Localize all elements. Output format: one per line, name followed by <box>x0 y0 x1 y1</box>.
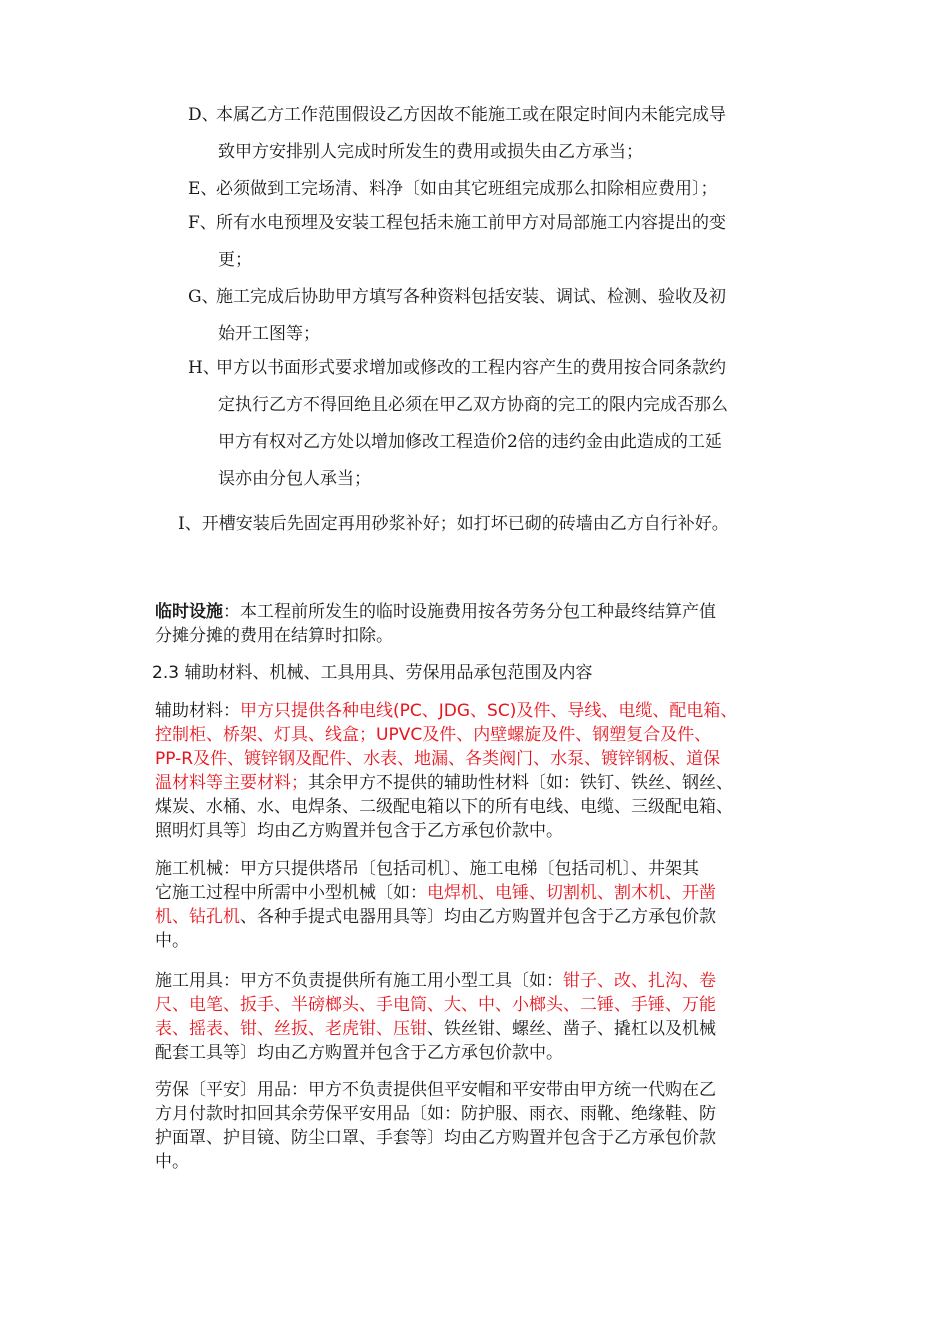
body-text: 、铁丝钳、螺丝、凿子、撬杠以及机械 <box>427 1019 716 1039</box>
highlighted-text: 钳子、改、扎沟、卷 <box>563 971 716 991</box>
paragraph-line <box>155 1102 815 1126</box>
paragraph-line <box>155 969 815 993</box>
paragraph-line <box>155 1150 815 1174</box>
clause-text: 误亦由分包人承当； <box>218 469 371 489</box>
paragraph-line <box>155 1017 815 1041</box>
clause-text: 所有水电预埋及安装工程包括未施工前甲方对局部施工内容提出的变 <box>216 213 726 233</box>
clause-text: 定执行乙方不得回绝且必须在甲乙双方协商的完工的限内完成否那么 <box>218 395 728 415</box>
body-text: 施工机械：甲方只提供塔吊〔包括司机〕、施工电梯〔包括司机〕、井架其 <box>155 859 699 879</box>
clause-label: D、 <box>188 105 219 125</box>
clause-text: 必须做到工完场清、料净〔如由其它班组完成那么扣除相应费用〕； <box>216 179 718 199</box>
paragraph-line <box>155 857 815 881</box>
body-text: 中。 <box>155 931 189 951</box>
body-text: 施工用具：甲方不负责提供所有施工用小型工具〔如： <box>155 971 563 991</box>
highlighted-text: PP-R及件、镀锌钢及配件、水表、地漏、各类阀门、水泵、镀锌钢板、道保 <box>155 749 721 769</box>
body-text: 方月付款时扣回其余劳保平安用品〔如：防护服、雨衣、雨靴、绝缘鞋、防 <box>155 1104 716 1124</box>
construction-machinery-paragraph <box>155 857 815 953</box>
paragraph-line <box>155 881 815 905</box>
paragraph-line <box>155 1126 815 1150</box>
clause-f <box>188 205 808 279</box>
body-text: 它施工过程中所需中小型机械〔如： <box>155 883 427 903</box>
highlighted-text: 控制柜、桥架、灯具、线盒；UPVC及件、内壁螺旋及件、钢塑复合及件、 <box>155 725 712 745</box>
clause-text: 甲方以书面形式要求增加或修改的工程内容产生的费用按合同条款约 <box>216 358 726 378</box>
paragraph-line <box>155 771 815 795</box>
clause-i: I、开槽安装后先固定再用砂浆补好；如打坏已砌的砖墙由乙方自行补好。 <box>178 514 729 534</box>
body-text: 照明灯具等〕均由乙方购置并包含于乙方承包价款中。 <box>155 821 563 841</box>
highlighted-text: 表、摇表、钳、丝扳、老虎钳、压钳 <box>155 1019 427 1039</box>
paragraph-line <box>155 929 815 953</box>
colon: ： <box>223 602 240 622</box>
body-text: 辅助材料： <box>155 701 240 721</box>
clause-text: 甲方有权对乙方处以增加修改工程造价2倍的违约金由此造成的工延 <box>218 432 722 452</box>
body-text: 劳保〔平安〕用品：甲方不负责提供但平安帽和平安带由甲方统一代购在乙 <box>155 1080 716 1100</box>
auxiliary-materials-paragraph <box>155 699 815 843</box>
clause-label: H、 <box>188 358 220 378</box>
paragraph-line <box>155 905 815 929</box>
paragraph-line <box>155 699 815 723</box>
clause-text: 本属乙方工作范围假设乙方因故不能施工或在限定时间内未能完成导 <box>216 105 726 125</box>
body-text: 煤炭、水桶、水、电焊条、二级配电箱以下的所有电线、电缆、三级配电箱、 <box>155 797 733 817</box>
highlighted-text: 尺、电笔、扳手、半磅榔头、手电筒、大、中、小榔头、二锤、手锤、万能 <box>155 995 716 1015</box>
body-text: 其余甲方不提供的辅助性材料〔如：铁钉、铁丝、钢丝、 <box>308 773 733 793</box>
highlighted-text: 电焊机、电锤、切割机、割木机、开凿 <box>427 883 716 903</box>
paragraph-line <box>155 819 815 843</box>
paragraph-line: 分摊分摊的费用在结算时扣除。 <box>155 626 393 646</box>
paragraph-line <box>155 747 815 771</box>
body-text: 护面罩、护目镜、防尘口罩、手套等〕均由乙方购置并包含于乙方承包价款 <box>155 1128 716 1148</box>
paragraph-line <box>155 993 815 1017</box>
clause-label: F、 <box>188 213 217 233</box>
paragraph-line <box>155 795 815 819</box>
body-text: 、各种手提式电器用具等〕均由乙方购置并包含于乙方承包价款 <box>240 907 716 927</box>
temporary-facilities-paragraph <box>155 600 815 648</box>
labor-protection-paragraph <box>155 1078 815 1174</box>
paragraph-line <box>155 723 815 747</box>
section-heading: 2.3 辅助材料、机械、工具用具、劳保用品承包范围及内容 <box>152 663 593 683</box>
paragraph-line <box>155 1078 815 1102</box>
highlighted-text: 温材料等主要材料； <box>155 773 308 793</box>
body-text: 配套工具等〕均由乙方购置并包含于乙方承包价款中。 <box>155 1043 563 1063</box>
highlighted-text: 机、钻孔机 <box>155 907 240 927</box>
paragraph-line <box>155 1041 815 1065</box>
clause-label: E、 <box>188 179 218 199</box>
clause-g <box>188 279 808 353</box>
clause-text: 更； <box>218 250 252 270</box>
paragraph-line: 本工程前所发生的临时设施费用按各劳务分包工种最终结算产值 <box>240 602 716 622</box>
clause-h <box>188 350 808 498</box>
clause-text: 致甲方安排别人完成时所发生的费用或损失由乙方承当； <box>218 142 643 162</box>
temporary-facilities-label: 临时设施 <box>155 602 223 622</box>
clause-text: 施工完成后协助甲方填写各种资料包括安装、调试、检测、验收及初 <box>216 287 726 307</box>
clause-e <box>188 171 808 208</box>
clause-text: 始开工图等； <box>218 324 320 344</box>
construction-tools-paragraph <box>155 969 815 1065</box>
clause-label: G、 <box>188 287 219 307</box>
body-text: 中。 <box>155 1152 189 1172</box>
clause-d <box>188 97 808 171</box>
highlighted-text: 甲方只提供各种电线(PC、JDG、SC)及件、导线、电缆、配电箱、 <box>240 701 738 721</box>
